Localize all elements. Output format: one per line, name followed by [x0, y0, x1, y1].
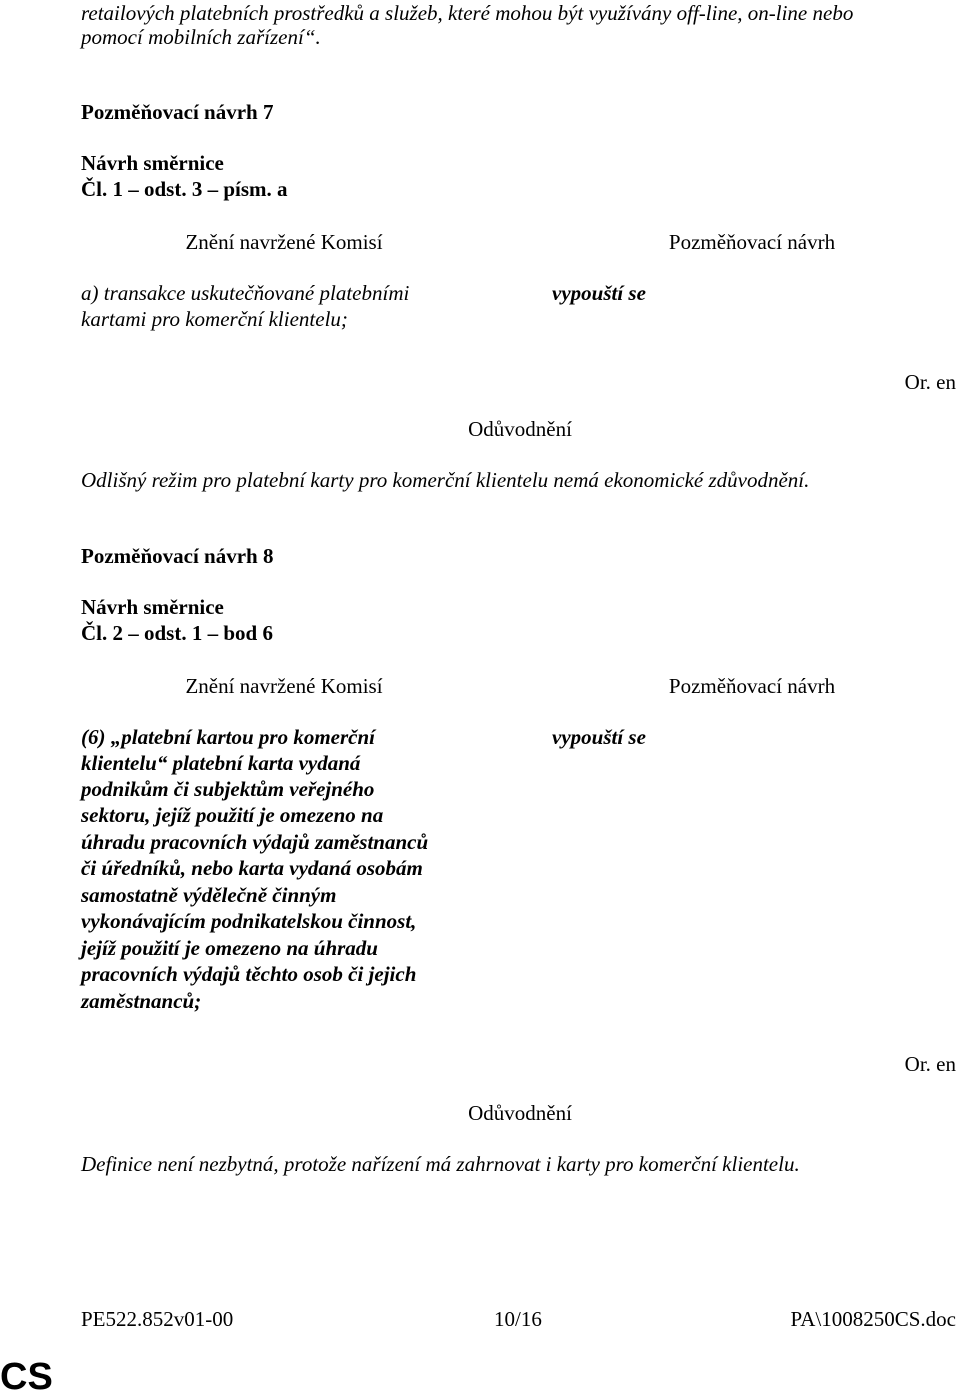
- footer-doc-ref: PE522.852v01-00: [81, 1307, 234, 1331]
- justification-text: Definice není nezbytná, protože nařízení má zahrnovat i karty pro komerční klientelu.: [81, 1152, 800, 1176]
- commission-text-line: kartami pro komerční klientelu;: [81, 307, 348, 331]
- commission-text-line: jejíž použití je omezeno na úhradu: [81, 936, 378, 960]
- justification-text: Odlišný režim pro platební karty pro komerční klientelu nemá ekonomické zdůvodnění.: [81, 468, 810, 492]
- amendment-text: vypouští se: [552, 725, 646, 749]
- intro-line-2: pomocí mobilních zařízení“.: [81, 25, 321, 49]
- justification-heading: Odůvodnění: [468, 1101, 572, 1125]
- original-language-label: Or. en: [904, 1052, 956, 1076]
- amendment-title: Pozměňovací návrh 7: [81, 100, 274, 124]
- amendment-source: Návrh směrnice: [81, 595, 224, 619]
- column-head-commission: Znění navržené Komisí: [185, 674, 383, 698]
- commission-text-line: či úředníků, nebo karta vydaná osobám: [81, 856, 423, 880]
- commission-text-line: vykonávajícím podnikatelskou činnost,: [81, 909, 417, 933]
- amendment-text: vypouští se: [552, 281, 646, 305]
- commission-text-line: a) transakce uskutečňované platebními: [81, 281, 410, 305]
- intro-line-1: retailových platebních prostředků a služeb, které mohou být využívány off-line, on-line nebo: [81, 1, 854, 25]
- column-head-amendment: Pozměňovací návrh: [668, 230, 836, 254]
- amendment-article: Čl. 2 – odst. 1 – bod 6: [81, 621, 273, 645]
- amendment-source: Návrh směrnice: [81, 151, 224, 175]
- commission-text-line: klientelu“ platební karta vydaná: [81, 751, 361, 775]
- amendment-title: Pozměňovací návrh 8: [81, 544, 274, 568]
- commission-text-line: sektoru, jejíž použití je omezeno na: [81, 803, 384, 827]
- commission-text-line: zaměstnanců;: [81, 989, 202, 1013]
- commission-text-line: podnikům či subjektům veřejného: [81, 777, 375, 801]
- justification-heading: Odůvodnění: [468, 417, 572, 441]
- commission-text-line: (6) „platební kartou pro komerční: [81, 725, 376, 749]
- column-head-commission: Znění navržené Komisí: [185, 230, 383, 254]
- footer-page-number: 10/16: [494, 1307, 542, 1331]
- column-head-amendment: Pozměňovací návrh: [668, 674, 836, 698]
- commission-text-line: samostatně výdělečně činným: [81, 883, 337, 907]
- language-code-label: CS: [0, 1356, 53, 1398]
- amendment-article: Čl. 1 – odst. 3 – písm. a: [81, 177, 288, 201]
- original-language-label: Or. en: [904, 370, 956, 394]
- footer-file-name: PA\1008250CS.doc: [790, 1307, 956, 1331]
- commission-text-line: pracovních výdajů těchto osob či jejich: [81, 962, 417, 986]
- commission-text-line: úhradu pracovních výdajů zaměstnanců: [81, 830, 429, 854]
